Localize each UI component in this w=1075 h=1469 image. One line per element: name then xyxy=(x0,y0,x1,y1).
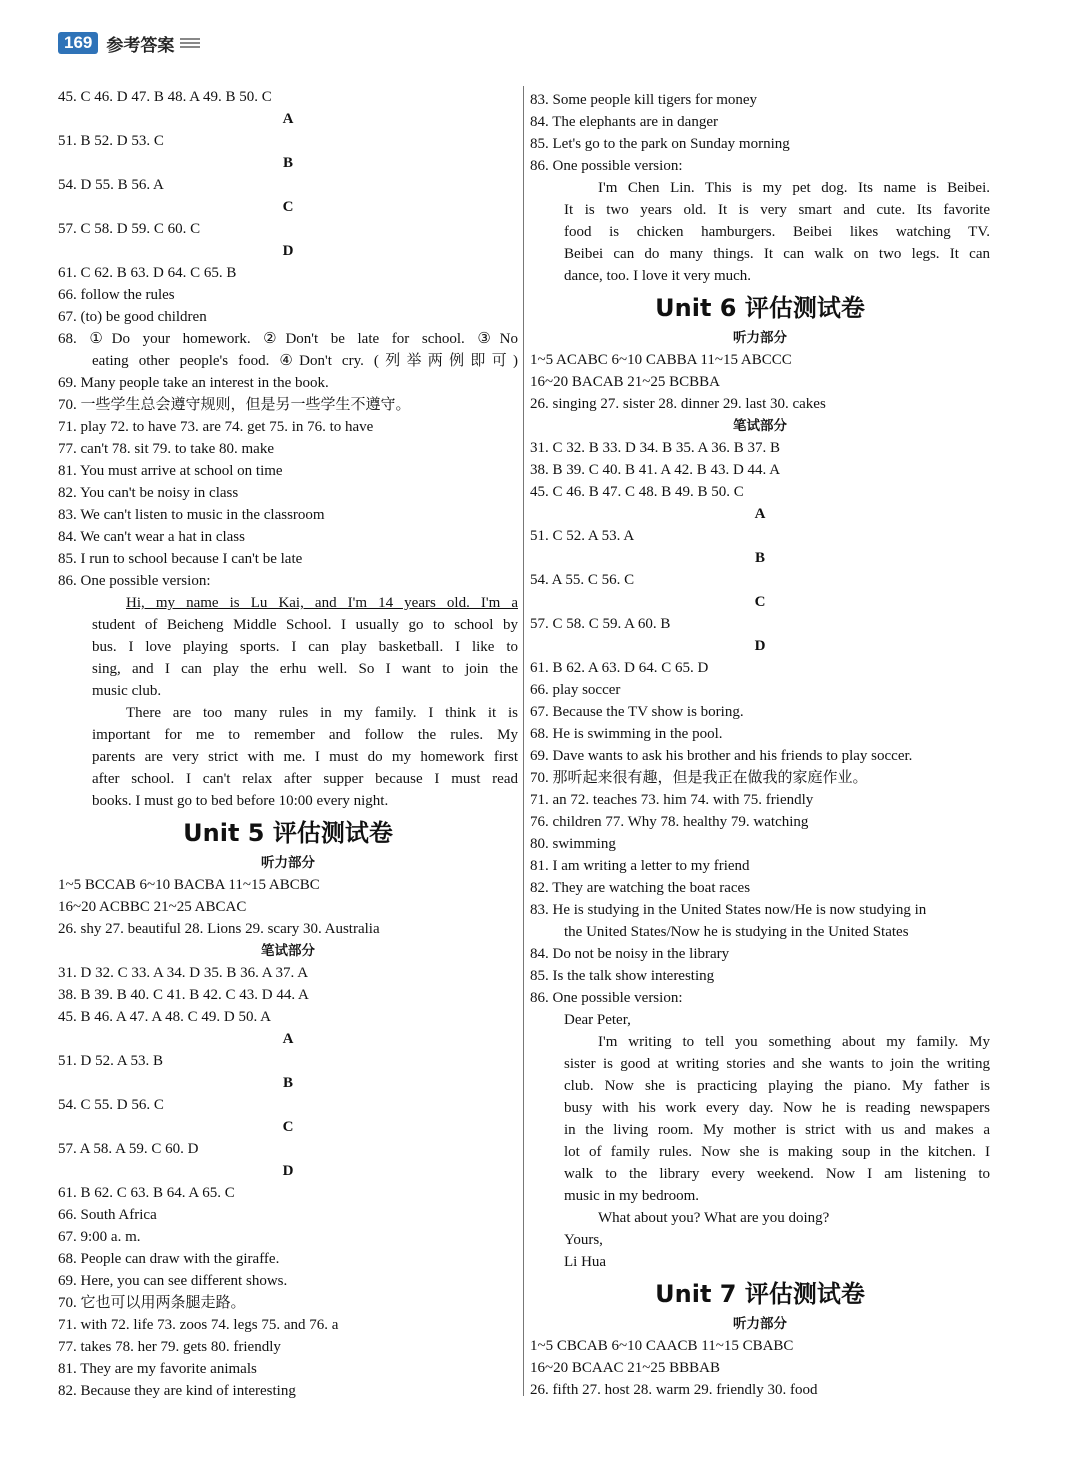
section-heading: 笔试部分 xyxy=(733,418,787,434)
underlined-text: Hi, my name is Lu Kai, and I'm 14 years old. I'm a xyxy=(126,595,518,611)
answer-line: 69. Dave wants to ask his brother and his friends to play soccer. xyxy=(530,748,913,764)
answer-line: 68. He is swimming in the pool. xyxy=(530,726,723,742)
answer-line: 51. B 52. D 53. C xyxy=(58,133,164,149)
answer-line: There are too many rules in my family. I think it is xyxy=(126,705,518,721)
answer-line: after school. I can't relax after supper because I must read xyxy=(92,771,518,787)
answer-line: 68. People can draw with the giraffe. xyxy=(58,1251,280,1267)
section-heading: 听力部分 xyxy=(733,330,787,346)
answer-line: 57. A 58. A 59. C 60. D xyxy=(58,1141,199,1157)
answer-line: 71. with 72. life 73. zoos 74. legs 75. and 76. a xyxy=(58,1317,339,1333)
page-header xyxy=(58,30,200,56)
section-heading: 笔试部分 xyxy=(261,943,315,959)
answer-line: 70. 它也可以用两条腿走路。 xyxy=(58,1295,246,1311)
answer-line: 80. swimming xyxy=(530,836,616,852)
answer-line: 51. C 52. A 53. A xyxy=(530,528,635,544)
answer-line: 85. Is the talk show interesting xyxy=(530,968,715,984)
answer-line: 45. B 46. A 47. A 48. C 49. D 50. A xyxy=(58,1009,271,1025)
answer-line: Yours, xyxy=(564,1232,603,1248)
answer-line: 83. Some people kill tigers for money xyxy=(530,92,758,108)
answer-line: 84. We can't wear a hat in class xyxy=(58,529,245,545)
passage-label: B xyxy=(282,1075,293,1091)
answer-line: Dear Peter, xyxy=(564,1012,631,1028)
answer-line: 16~20 BACAB 21~25 BCBBA xyxy=(530,374,721,390)
answer-line: 83. He is studying in the United States now/He is now studying in xyxy=(530,902,927,918)
answer-line: 84. The elephants are in danger xyxy=(530,114,718,130)
page-title: 参考答案 xyxy=(106,35,175,56)
answer-line: 82. You can't be noisy in class xyxy=(58,485,239,501)
answer-line: I'm writing to tell you something about my family. My xyxy=(598,1034,990,1050)
answer-line: 54. A 55. C 56. C xyxy=(530,572,635,588)
answer-line: 82. Because they are kind of interesting xyxy=(58,1383,296,1399)
answer-line: 81. You must arrive at school on time xyxy=(58,463,283,479)
answer-line: 67. 9:00 a. m. xyxy=(58,1229,141,1245)
answer-line: 45. C 46. B 47. C 48. B 49. B 50. C xyxy=(530,484,744,500)
answer-line: 82. They are watching the boat races xyxy=(530,880,751,896)
answer-line: 86. One possible version: xyxy=(58,573,211,589)
answer-line: food is chicken hamburgers. Beibei likes watching TV. xyxy=(564,224,990,240)
passage-label: B xyxy=(754,550,765,566)
answer-line: 26. fifth 27. host 28. warm 29. friendly 30. food xyxy=(530,1382,818,1398)
page-number: 169 xyxy=(58,32,98,54)
answer-line: 81. They are my favorite animals xyxy=(58,1361,257,1377)
answer-line: walk to the library every weekend. Now I am listening to xyxy=(564,1166,990,1182)
answer-line: 54. C 55. D 56. C xyxy=(58,1097,164,1113)
answer-line: in the living room. My mother is strict with us and makes a xyxy=(564,1122,990,1138)
answer-line: sing, and I can play the erhu well. So I want to join the xyxy=(92,661,518,677)
answer-line: 31. D 32. C 33. A 34. D 35. B 36. A 37. A xyxy=(58,965,309,981)
unit-heading: Unit 6 评估测试卷 xyxy=(655,294,865,322)
answer-line: 61. C 62. B 63. D 64. C 65. B xyxy=(58,265,237,281)
answer-line: 85. I run to school because I can't be late xyxy=(58,551,303,567)
answer-line: 67. Because the TV show is boring. xyxy=(530,704,744,720)
passage-label: C xyxy=(282,1119,294,1135)
answer-line: 26. singing 27. sister 28. dinner 29. last 30. cakes xyxy=(530,396,826,412)
answer-line: 81. I am writing a letter to my friend xyxy=(530,858,750,874)
answer-line: 38. B 39. B 40. C 41. B 42. C 43. D 44. A xyxy=(58,987,309,1003)
answer-line: music in my bedroom. xyxy=(564,1188,699,1204)
answer-line: 54. D 55. B 56. A xyxy=(58,177,164,193)
answer-line: music club. xyxy=(92,683,162,699)
answer-line: books. I must go to bed before 10:00 every night. xyxy=(92,793,389,809)
answer-line: 1~5 CBCAB 6~10 CAACB 11~15 CBABC xyxy=(530,1338,794,1354)
answer-line: 61. B 62. C 63. B 64. A 65. C xyxy=(58,1185,235,1201)
header-decoration-icon xyxy=(180,38,200,48)
passage-label: A xyxy=(282,1031,294,1047)
answer-line: student of Beicheng Middle School. I usually go to school by xyxy=(92,617,518,633)
passage-label: A xyxy=(754,506,766,522)
answer-line: 84. Do not be noisy in the library xyxy=(530,946,730,962)
answer-line: 26. shy 27. beautiful 28. Lions 29. scary 30. Australia xyxy=(58,921,380,937)
answer-line: 76. children 77. Why 78. healthy 79. watching xyxy=(530,814,809,830)
answer-line: 51. D 52. A 53. B xyxy=(58,1053,164,1069)
answer-line: 66. South Africa xyxy=(58,1207,157,1223)
answer-line: 1~5 BCCAB 6~10 BACBA 11~15 ABCBC xyxy=(58,877,320,893)
answer-line: 31. C 32. B 33. D 34. B 35. A 36. B 37. B xyxy=(530,440,781,456)
answer-line: 16~20 BCAAC 21~25 BBBAB xyxy=(530,1360,721,1376)
passage-label: D xyxy=(282,243,294,259)
left-column xyxy=(58,86,518,1402)
answer-line: Beibei can do many things. It can walk on two legs. It can xyxy=(564,246,990,262)
answer-line: eating other people's food. ④Don't cry. (列举两例即可) xyxy=(92,353,518,369)
answer-line: lot of family rules. Now she is making soup in the kitchen. I xyxy=(564,1144,990,1160)
answer-line: parents are very strict with me. I must do my homework first xyxy=(92,749,518,765)
answer-line: 38. B 39. C 40. B 41. A 42. B 43. D 44. A xyxy=(530,462,781,478)
answer-line: 66. follow the rules xyxy=(58,287,175,303)
answer-line: important for me to remember and follow the rules. My xyxy=(92,727,518,743)
answer-line: 70. 一些学生总会遵守规则，但是另一些学生不遵守。 xyxy=(58,397,411,413)
unit-heading: Unit 7 评估测试卷 xyxy=(655,1280,865,1308)
answer-line: club. Now she is practicing playing the piano. My father is xyxy=(564,1078,990,1094)
answer-line: Li Hua xyxy=(564,1254,607,1270)
right-column xyxy=(530,89,990,1401)
answer-line: 69. Here, you can see different shows. xyxy=(58,1273,288,1289)
unit-heading: Unit 5 评估测试卷 xyxy=(183,819,393,847)
answer-line: the United States/Now he is studying in the United States xyxy=(564,924,909,940)
answer-line: bus. I love playing sports. I can play basketball. I like to xyxy=(92,639,518,655)
answer-line: 57. C 58. D 59. C 60. C xyxy=(58,221,201,237)
passage-label: B xyxy=(282,155,293,171)
answer-line: 70. 那听起来很有趣，但是我正在做我的家庭作业。 xyxy=(530,770,868,786)
answer-line: What about you? What are you doing? xyxy=(598,1210,830,1226)
answer-line: It is two years old. It is very smart and cute. Its favorite xyxy=(564,202,990,218)
answer-line: 66. play soccer xyxy=(530,682,621,698)
answer-line: 45. C 46. D 47. B 48. A 49. B 50. C xyxy=(58,89,272,105)
answer-line: 1~5 ACABC 6~10 CABBA 11~15 ABCCC xyxy=(530,352,792,368)
answer-line: 71. an 72. teaches 73. him 74. with 75. friendly xyxy=(530,792,814,808)
answer-line: busy with his work every day. Now he is reading newspapers xyxy=(564,1100,990,1116)
answer-line: 86. One possible version: xyxy=(530,158,683,174)
passage-label: D xyxy=(282,1163,294,1179)
answer-line: 77. can't 78. sit 79. to take 80. make xyxy=(58,441,274,457)
answer-line: 86. One possible version: xyxy=(530,990,683,1006)
answer-line: dance, too. I love it very much. xyxy=(564,268,752,284)
answer-line: 71. play 72. to have 73. are 74. get 75. in 76. to have xyxy=(58,419,374,435)
passage-label: C xyxy=(282,199,294,215)
passage-label: D xyxy=(754,638,766,654)
answer-line: 85. Let's go to the park on Sunday morning xyxy=(530,136,790,152)
column-divider xyxy=(523,86,524,1396)
answer-line: 68. ①Do your homework. ②Don't be late for school. ③No xyxy=(58,331,518,347)
answer-line: 77. takes 78. her 79. gets 80. friendly xyxy=(58,1339,281,1355)
passage-label: C xyxy=(754,594,766,610)
answer-line: 67. (to) be good children xyxy=(58,309,207,325)
answer-line: I'm Chen Lin. This is my pet dog. Its name is Beibei. xyxy=(598,180,990,196)
passage-label: A xyxy=(282,111,294,127)
answer-line: sister is good at writing stories and she wants to join the writing xyxy=(564,1056,990,1072)
answer-line: 83. We can't listen to music in the classroom xyxy=(58,507,325,523)
answer-line: 57. C 58. C 59. A 60. B xyxy=(530,616,671,632)
section-heading: 听力部分 xyxy=(261,855,315,871)
answer-line xyxy=(58,592,518,614)
answer-line: 16~20 ACBBC 21~25 ABCAC xyxy=(58,899,247,915)
answer-line: 61. B 62. A 63. D 64. C 65. D xyxy=(530,660,709,676)
section-heading: 听力部分 xyxy=(733,1316,787,1332)
answer-line: 69. Many people take an interest in the book. xyxy=(58,375,329,391)
